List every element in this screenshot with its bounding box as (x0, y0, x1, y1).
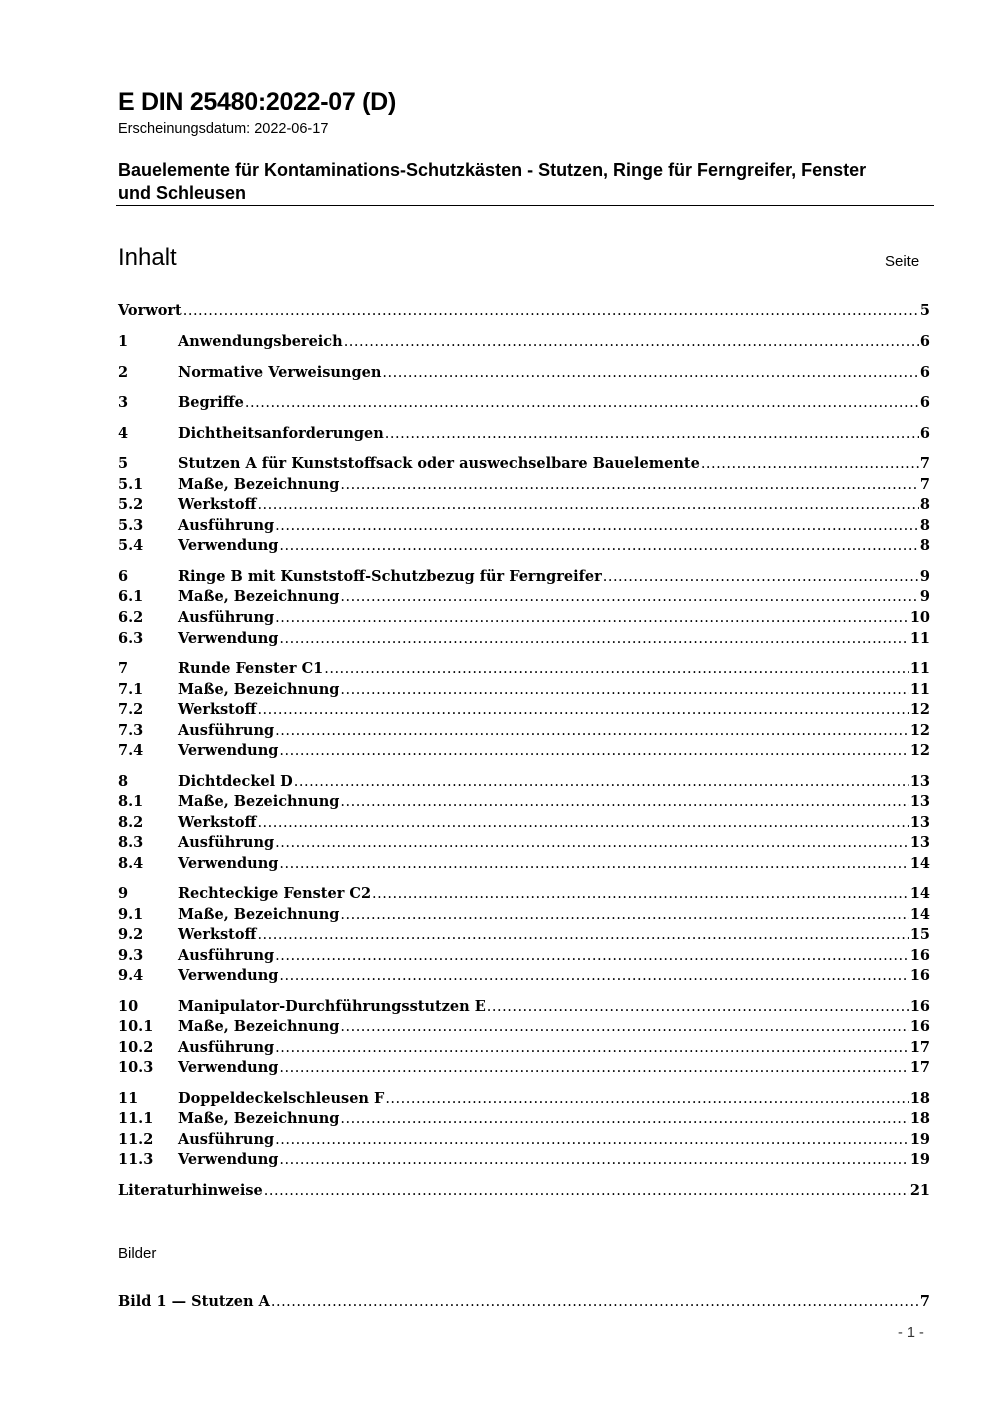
toc-entry[interactable] (118, 906, 930, 925)
publication-date: Erscheinungsdatum: 2022-06-17 (118, 121, 329, 137)
toc-entry[interactable] (118, 1182, 930, 1201)
toc-entry-page: 6 (919, 333, 930, 350)
toc-entry-number: 5 (118, 455, 129, 472)
toc-dot-leader (264, 1183, 909, 1199)
toc-entry-number: 7 (118, 660, 129, 677)
toc-entry-title: Ausführung (178, 1131, 275, 1148)
toc-dot-leader (324, 661, 909, 677)
toc-dot-leader (279, 743, 908, 759)
toc-entry-title: Maße, Bezeichnung (178, 588, 340, 605)
toc-entry[interactable] (118, 793, 930, 812)
toc-entry[interactable] (118, 855, 930, 874)
toc-entry-title: Verwendung (178, 1059, 279, 1076)
toc-entry[interactable] (118, 947, 930, 966)
document-title: Bauelemente für Kontaminations-Schutzkästen - Stutzen, Ringe für Ferngreifer, Fenster und Schleusen (118, 160, 867, 203)
toc-entry-number: 10.3 (118, 1059, 154, 1076)
toc-entry-title: Verwendung (178, 742, 279, 759)
toc-entry-title: Begriffe (178, 394, 244, 411)
toc-dot-leader (603, 569, 919, 585)
toc-entry-number: 8 (118, 773, 129, 790)
toc-dot-leader (275, 1132, 909, 1148)
toc-entry-title: Manipulator-Durchführungsstutzen E (178, 998, 486, 1015)
toc-entry-title: Werkstoff (178, 926, 257, 943)
toc-dot-leader (279, 631, 908, 647)
toc-entry-page: 12 (909, 742, 930, 759)
toc-entry[interactable] (118, 1110, 930, 1129)
toc-entry-page: 21 (909, 1182, 930, 1199)
toc-entry-page: 13 (909, 793, 930, 810)
toc-entry[interactable] (118, 722, 930, 741)
toc-entry-page: 8 (919, 537, 930, 554)
toc-entry-title: Maße, Bezeichnung (178, 1018, 340, 1035)
toc-entry-title: Anwendungsbereich (178, 333, 343, 350)
toc-dot-leader (275, 835, 909, 851)
toc-entry-number: 8.4 (118, 855, 144, 872)
toc-entry-page: 18 (909, 1090, 930, 1107)
toc-entry-page: 16 (909, 947, 930, 964)
toc-entry-title: Bild 1 — Stutzen A (118, 1293, 270, 1310)
toc-entry-page: 14 (909, 906, 930, 923)
toc-entry[interactable] (118, 1039, 930, 1058)
toc-entry-page: 13 (909, 834, 930, 851)
toc-entry-number: 8.2 (118, 814, 144, 831)
toc-dot-leader (340, 589, 919, 605)
toc-entry[interactable] (118, 967, 930, 986)
toc-entry-title: Maße, Bezeichnung (178, 476, 340, 493)
toc-dot-leader (340, 682, 908, 698)
toc-dot-leader (279, 1060, 908, 1076)
toc-entry-number: 9.2 (118, 926, 144, 943)
toc-entry-page: 6 (919, 394, 930, 411)
toc-entry[interactable] (118, 814, 930, 833)
toc-entry-page: 16 (909, 998, 930, 1015)
toc-dot-leader (257, 815, 908, 831)
toc-entry[interactable] (118, 660, 930, 679)
toc-entry-number: 7.1 (118, 681, 144, 698)
toc-entry-number: 11.3 (118, 1151, 154, 1168)
toc-entry-page: 9 (919, 588, 930, 605)
toc-entry-number: 1 (118, 333, 129, 350)
toc-entry-number: 9.3 (118, 947, 144, 964)
toc-entry[interactable] (118, 364, 930, 383)
toc-entry-page: 12 (909, 722, 930, 739)
toc-entry[interactable] (118, 455, 930, 474)
toc-dot-leader (487, 999, 909, 1015)
toc-entry-page: 11 (909, 630, 930, 647)
toc-entry[interactable] (118, 701, 930, 720)
toc-entry-title: Ausführung (178, 1039, 275, 1056)
toc-entry[interactable] (118, 885, 930, 904)
toc-entry-title: Ausführung (178, 517, 275, 534)
toc-entry-number: 10 (118, 998, 139, 1015)
toc-dot-leader (275, 518, 919, 534)
toc-entry-title: Werkstoff (178, 496, 257, 513)
toc-dot-leader (340, 794, 908, 810)
toc-entry[interactable] (118, 742, 930, 761)
toc-dot-leader (275, 723, 909, 739)
toc-entry-title: Ringe B mit Kunststoff-Schutzbezug für Ferngreifer (178, 568, 602, 585)
toc-entry-number: 6.1 (118, 588, 144, 605)
toc-dot-leader (279, 968, 908, 984)
toc-entry-number: 5.4 (118, 537, 144, 554)
toc-entry-number: 5.3 (118, 517, 144, 534)
document-code: E DIN 25480:2022-07 (D) (118, 88, 396, 116)
toc-entry-number: 5.2 (118, 496, 144, 513)
toc-entry-title: Doppeldeckelschleusen F (178, 1090, 385, 1107)
toc-entry-number: 9.1 (118, 906, 144, 923)
toc-entry[interactable] (118, 496, 930, 515)
toc-entry-title: Verwendung (178, 967, 279, 984)
toc-entry-page: 9 (919, 568, 930, 585)
toc-dot-leader (271, 1294, 919, 1310)
toc-entry-number: 6.2 (118, 609, 144, 626)
toc-entry-title: Vorwort (118, 302, 182, 319)
toc-entry-number: 8.1 (118, 793, 144, 810)
toc-entry-title: Werkstoff (178, 814, 257, 831)
toc-dot-leader (701, 456, 919, 472)
toc-entry-page: 7 (919, 455, 930, 472)
toc-entry-number: 3 (118, 394, 129, 411)
toc-entry-title: Literaturhinweise (118, 1182, 263, 1199)
toc-entry-number: 2 (118, 364, 129, 381)
toc-entry[interactable] (118, 1293, 930, 1312)
toc-entry[interactable] (118, 476, 930, 495)
toc-entry-title: Rechteckige Fenster C2 (178, 885, 372, 902)
toc-entry-page: 17 (909, 1039, 930, 1056)
toc-entry[interactable] (118, 926, 930, 945)
toc-dot-leader (385, 1091, 908, 1107)
toc-entry[interactable] (118, 1151, 930, 1170)
toc-dot-leader (340, 477, 919, 493)
toc-entry-number: 7.4 (118, 742, 144, 759)
toc-entry-page: 14 (909, 885, 930, 902)
toc-heading: Inhalt (118, 244, 177, 271)
toc-entry-page: 16 (909, 967, 930, 984)
toc-entry-number: 4 (118, 425, 129, 442)
toc-entry-number: 6.3 (118, 630, 144, 647)
toc-entry[interactable] (118, 834, 930, 853)
toc-entry-title: Maße, Bezeichnung (178, 681, 340, 698)
toc-entry-title: Maße, Bezeichnung (178, 1110, 340, 1127)
toc-entry[interactable] (118, 394, 930, 413)
toc-dot-leader (275, 610, 909, 626)
toc-entry-title: Ausführung (178, 834, 275, 851)
toc-dot-leader (257, 497, 918, 513)
toc-entry[interactable] (118, 630, 930, 649)
toc-entry-page: 11 (909, 681, 930, 698)
toc-dot-leader (340, 907, 908, 923)
toc-entry-number: 8.3 (118, 834, 144, 851)
toc-entry-title: Maße, Bezeichnung (178, 906, 340, 923)
toc-entry[interactable] (118, 588, 930, 607)
toc-entry[interactable] (118, 1090, 930, 1109)
toc-entry-page: 17 (909, 1059, 930, 1076)
page-column-label: Seite (885, 253, 920, 270)
toc-dot-leader (340, 1111, 908, 1127)
toc-entry-page: 19 (909, 1151, 930, 1168)
toc-entry-title: Verwendung (178, 855, 279, 872)
toc-entry[interactable] (118, 302, 930, 321)
toc-entry-page: 12 (909, 701, 930, 718)
toc-dot-leader (279, 1152, 908, 1168)
toc-entry-title: Dichtheitsanforderungen (178, 425, 384, 442)
toc-dot-leader (344, 334, 919, 350)
toc-dot-leader (257, 927, 908, 943)
toc-entry-page: 7 (919, 1293, 930, 1310)
toc-entry-title: Ausführung (178, 609, 275, 626)
toc-entry-title: Stutzen A für Kunststoffsack oder auswechselbare Bauelemente (178, 455, 700, 472)
toc-dot-leader (257, 702, 908, 718)
toc-entry-title: Normative Verweisungen (178, 364, 382, 381)
toc-entry-page: 8 (919, 496, 930, 513)
toc-entry-number: 11.1 (118, 1110, 154, 1127)
header-rule (116, 205, 934, 206)
toc-dot-leader (245, 395, 919, 411)
toc-entry-title: Ausführung (178, 722, 275, 739)
toc-entry-title: Werkstoff (178, 701, 257, 718)
toc-entry[interactable] (118, 773, 930, 792)
toc-dot-leader (279, 538, 919, 554)
toc-entry-page: 15 (909, 926, 930, 943)
toc-entry-page: 6 (919, 364, 930, 381)
toc-dot-leader (275, 1040, 909, 1056)
toc-entry-number: 7.2 (118, 701, 144, 718)
toc-entry-page: 11 (909, 660, 930, 677)
toc-entry[interactable] (118, 333, 930, 352)
toc-dot-leader (279, 856, 908, 872)
toc-entry[interactable] (118, 998, 930, 1017)
toc-entry-page: 10 (909, 609, 930, 626)
toc-entry-number: 7.3 (118, 722, 144, 739)
toc-entry[interactable] (118, 609, 930, 628)
figures-heading: Bilder (118, 1245, 157, 1262)
toc-entry-page: 13 (909, 773, 930, 790)
toc-dot-leader (340, 1019, 908, 1035)
toc-entry[interactable] (118, 537, 930, 556)
toc-entry[interactable] (118, 681, 930, 700)
toc-entry[interactable] (118, 1018, 930, 1037)
toc-dot-leader (183, 303, 919, 319)
page-number: - 1 - (898, 1325, 924, 1341)
toc-entry-page: 13 (909, 814, 930, 831)
toc-entry-title: Verwendung (178, 630, 279, 647)
toc-dot-leader (294, 774, 909, 790)
toc-entry-title: Maße, Bezeichnung (178, 793, 340, 810)
toc-entry-title: Dichtdeckel D (178, 773, 293, 790)
toc-entry-page: 6 (919, 425, 930, 442)
toc-entry-title: Runde Fenster C1 (178, 660, 324, 677)
toc-entry-page: 16 (909, 1018, 930, 1035)
toc-entry-number: 9 (118, 885, 129, 902)
toc-entry-page: 19 (909, 1131, 930, 1148)
toc-entry-title: Ausführung (178, 947, 275, 964)
toc-entry[interactable] (118, 1059, 930, 1078)
toc-entry-page: 7 (919, 476, 930, 493)
toc-entry-title: Verwendung (178, 1151, 279, 1168)
toc-dot-leader (372, 886, 909, 902)
toc-entry-page: 18 (909, 1110, 930, 1127)
toc-entry[interactable] (118, 1131, 930, 1150)
toc-entry-page: 14 (909, 855, 930, 872)
toc-dot-leader (385, 426, 919, 442)
toc-entry-number: 5.1 (118, 476, 144, 493)
toc-entry-number: 11 (118, 1090, 139, 1107)
toc-entry-number: 6 (118, 568, 129, 585)
toc-entry[interactable] (118, 425, 930, 444)
toc-entry-title: Verwendung (178, 537, 279, 554)
toc-entry[interactable] (118, 517, 930, 536)
toc-dot-leader (275, 948, 909, 964)
toc-entry-number: 10.1 (118, 1018, 154, 1035)
toc-entry[interactable] (118, 568, 930, 587)
toc-entry-page: 5 (919, 302, 930, 319)
toc-entry-number: 10.2 (118, 1039, 154, 1056)
toc-entry-number: 11.2 (118, 1131, 154, 1148)
toc-entry-number: 9.4 (118, 967, 144, 984)
toc-dot-leader (382, 365, 919, 381)
toc-entry-page: 8 (919, 517, 930, 534)
